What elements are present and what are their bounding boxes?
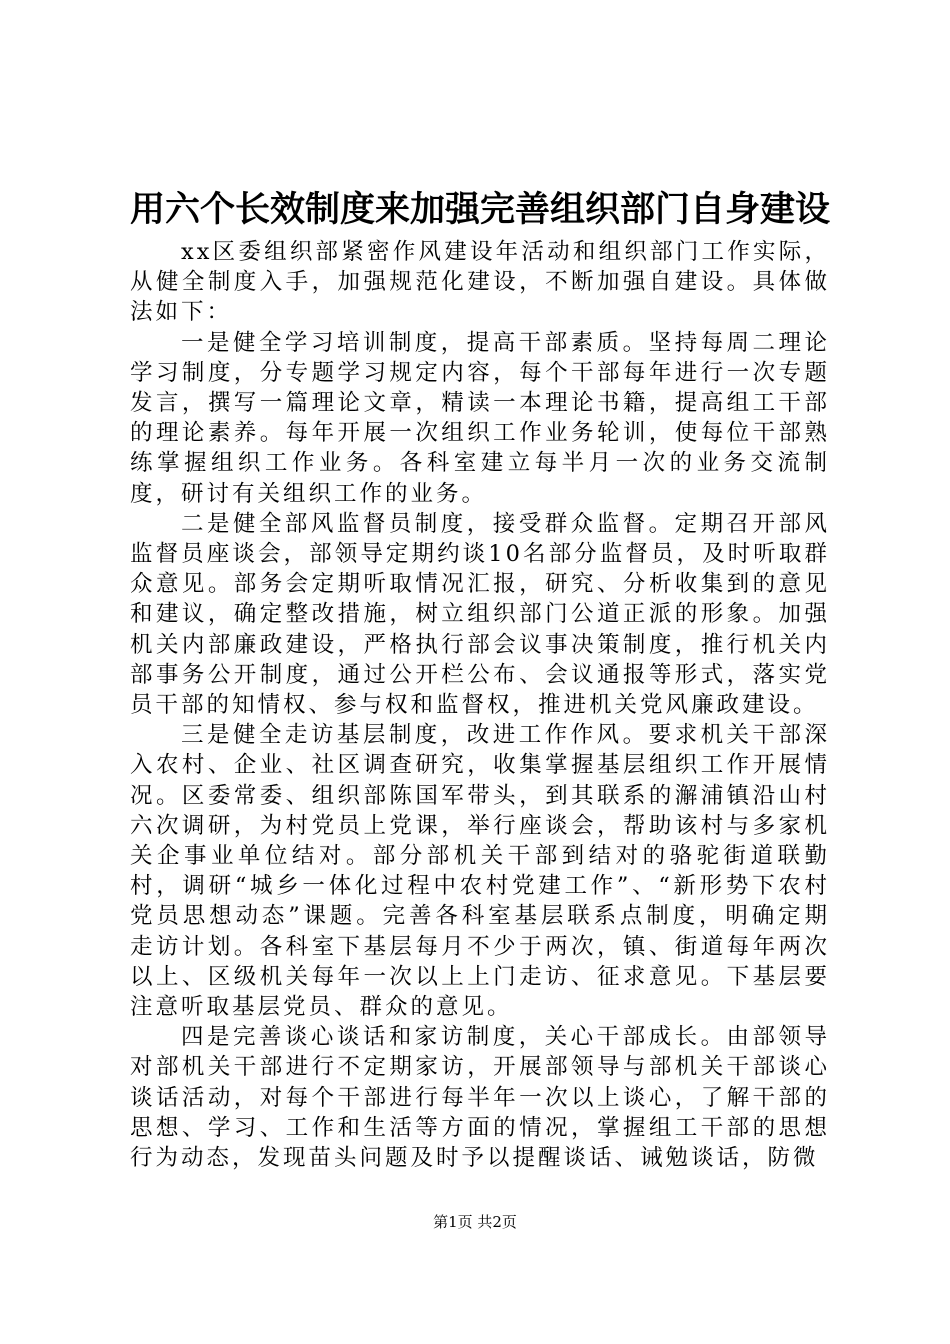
paragraph-supervision: 二是健全部风监督员制度，接受群众监督。定期召开部风监督员座谈会，部领导定期约谈10名部分监督员，及时听取群众意见。部务会定期听取情况汇报，研究、分析收集到的意见和建议，确定整改措施，树立组织部门公道正派的形象。加强机关内部廉政建设，严格执行部会议事决策制度，推行机关内部事务公开制度，通过公开栏公布、会议通报等形式，落实党员干部的知情权、参与权和监督权，推进机关党风廉政建设。 (130, 510, 830, 719)
paragraph-grassroots-visits: 三是健全走访基层制度，改进工作作风。要求机关干部深入农村、企业、社区调查研究，收集掌握基层组织工作开展情况。区委常委、组织部陈国军带头，到其联系的澥浦镇沿山村六次调研，为村党员上党课，举行座谈会，帮助该村与多家机关企事业单位结对。部分部机关干部到结对的骆驼街道联勤村，调研“城乡一体化过程中农村党建工作”、“新形势下农村党员思想动态”课题。完善各科室基层联系点制度，明确定期走访计划。各科室下基层每月不少于两次，镇、街道每年两次以上、区级机关每年一次以上上门走访、征求意见。下基层要注意听取基层党员、群众的意见。 (130, 722, 830, 1021)
paragraph-intro: xx区委组织部紧密作风建设年活动和组织部门工作实际，从健全制度入手，加强规范化建设，不断加强自建设。具体做法如下： (130, 239, 830, 326)
page-number-footer: 第1页 共2页 (433, 1213, 517, 1231)
paragraph-study-training: 一是健全学习培训制度，提高干部素质。坚持每周二理论学习制度，分专题学习规定内容，每个干部每年进行一次专题发言，撰写一篇理论文章，精读一本理论书籍，提高组工干部的理论素养。每年开展一次组织工作业务轮训，使每位干部熟练掌握组织工作业务。各科室建立每半月一次的业务交流制度，研讨有关组织工作的业务。 (130, 329, 830, 507)
document-title: 用六个长效制度来加强完善组织部门自身建设 (130, 189, 831, 230)
paragraph-heart-to-heart: 四是完善谈心谈话和家访制度，关心干部成长。由部领导对部机关干部进行不定期家访，开展部领导与部机关干部谈心谈话活动，对每个干部进行每半年一次以上谈心，了解干部的思想、学习、工作和生活等方面的情况，掌握组工干部的思想行为动态，发现苗头问题及时予以提醒谈话、诫勉谈话，防微 (130, 1024, 830, 1172)
document-body (130, 237, 830, 1173)
